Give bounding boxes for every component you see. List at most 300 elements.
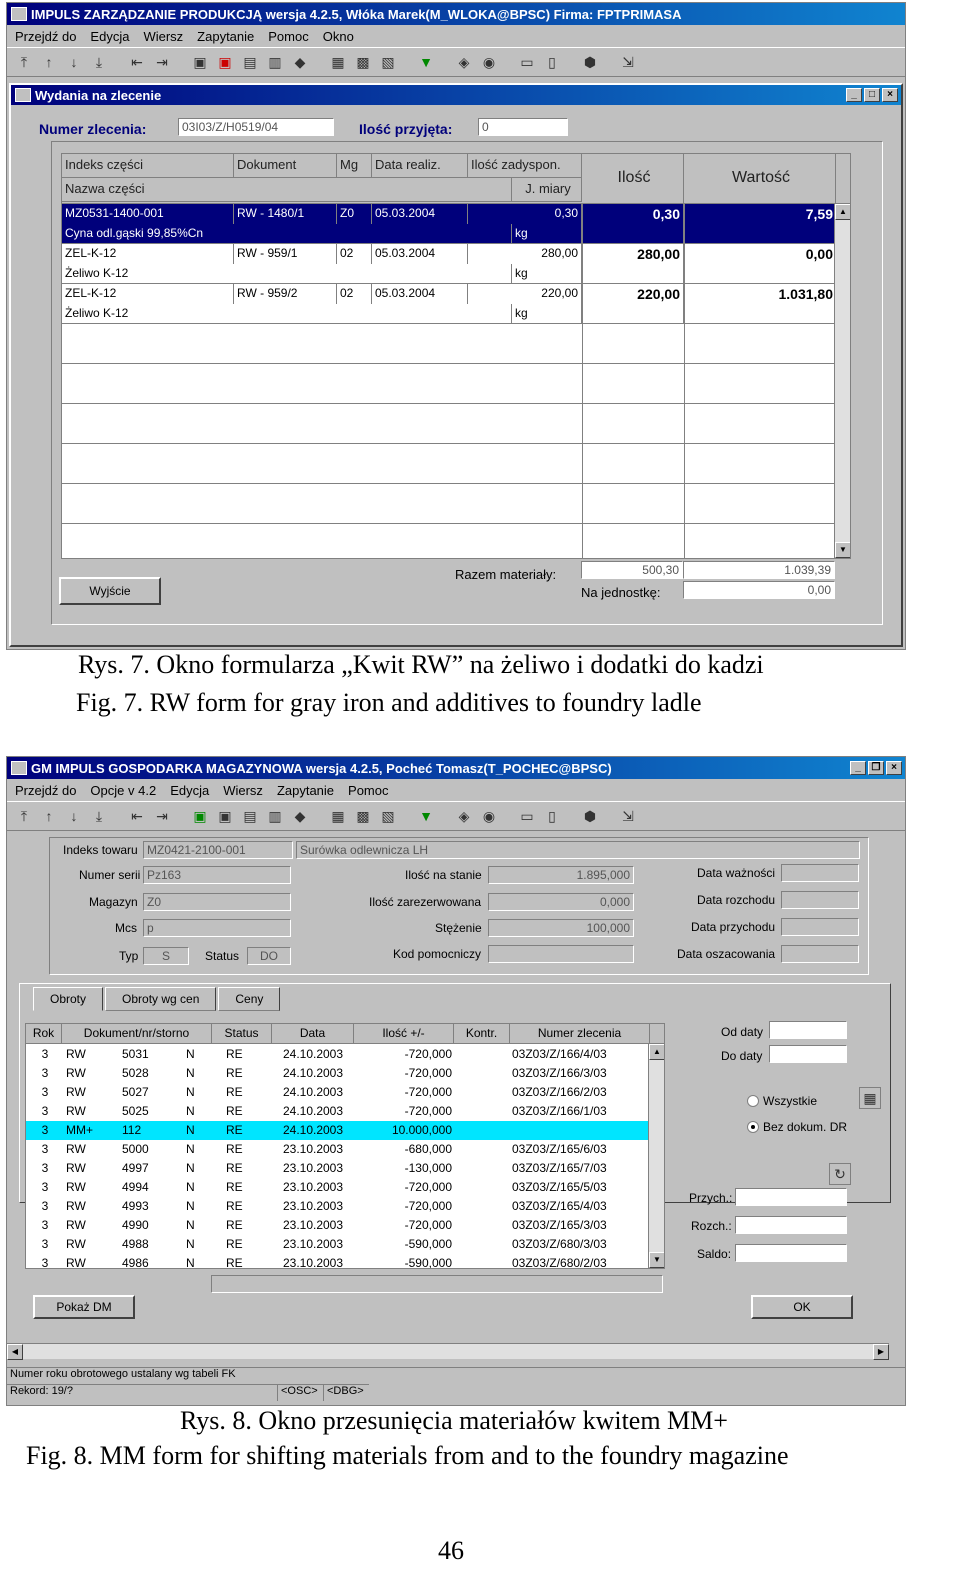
vertical-scrollbar[interactable] <box>834 204 850 558</box>
menu-help[interactable]: Pomoc <box>348 782 389 798</box>
cell-document: RW - 1480/1 <box>234 204 337 224</box>
table-row[interactable] <box>26 1178 650 1197</box>
cell-date: 24.10.2003 <box>282 1066 344 1080</box>
total-qty-field: 500,30 <box>581 561 683 579</box>
table-row[interactable] <box>26 1159 650 1178</box>
cell-doc-number: 5025 <box>122 1104 149 1118</box>
cell-unit: kg <box>512 304 582 324</box>
restore-icon[interactable]: ❐ <box>868 761 884 775</box>
empty-row[interactable] <box>62 364 836 404</box>
cell-doc-number: 4994 <box>122 1180 149 1194</box>
grid-header <box>26 1024 664 1044</box>
toolbar <box>7 801 905 831</box>
filter-icon[interactable]: ▼ <box>419 808 433 824</box>
header-unit: J. miary <box>512 178 582 202</box>
qty-received-field[interactable]: 0 <box>478 118 568 136</box>
print-icon[interactable]: ▯ <box>548 53 556 70</box>
count-icon[interactable]: ▧ <box>381 807 395 824</box>
cell-part-name: Cyna odl.gąski 99,85%Cn <box>62 224 512 244</box>
header-index: Indeks części <box>62 154 234 178</box>
cell-qty: -590,000 <box>404 1256 452 1269</box>
cell-status: RE <box>226 1237 243 1251</box>
undo-icon[interactable]: ◉ <box>482 53 496 70</box>
cell-status: RE <box>226 1066 243 1080</box>
vertical-scrollbar[interactable] <box>648 1044 664 1268</box>
settings-icon[interactable]: ⬢ <box>583 807 597 824</box>
cell-storno: N <box>186 1104 195 1118</box>
cell-status: RE <box>226 1161 243 1175</box>
reserved-field: 0,000 <box>488 893 634 911</box>
cell-storno: N <box>186 1256 195 1269</box>
cell-year: 3 <box>41 1199 49 1213</box>
cell-storno: N <box>186 1161 195 1175</box>
next-block-icon[interactable]: ⇥ <box>156 53 168 70</box>
cell-date: 05.03.2004 <box>372 244 468 264</box>
app-icon <box>11 7 27 21</box>
last-record-icon[interactable]: ⤓ <box>95 53 103 70</box>
per-unit-field: 0,00 <box>683 581 835 599</box>
cell-year: 3 <box>41 1085 49 1099</box>
table-row[interactable] <box>26 1254 650 1269</box>
app-title: GM IMPULS GOSPODARKA MAGAZYNOWA wersja 4.2.5, Pocheć Tomasz(T_POCHEC@BPSC) <box>31 760 612 776</box>
cell-index: ZEL-K-12 <box>62 284 234 304</box>
index-label: Indeks towaru <box>63 843 138 857</box>
cell-unit: kg <box>512 264 582 284</box>
cell-unit: kg <box>512 224 582 244</box>
to-date-field[interactable] <box>769 1045 847 1063</box>
cell-storno: N <box>186 1066 195 1080</box>
production-window <box>6 2 906 650</box>
cell-index: MZ0531-1400-001 <box>62 204 234 224</box>
cell-order-number: 03Z03/Z/165/4/03 <box>512 1199 607 1213</box>
status-label: Status <box>205 949 240 963</box>
cell-doc-type: RW <box>66 1142 86 1156</box>
cell-status: RE <box>226 1047 243 1061</box>
cell-status: RE <box>226 1142 243 1156</box>
cell-qty: -590,000 <box>404 1237 452 1251</box>
materials-grid <box>61 153 851 559</box>
radio-all[interactable] <box>747 1095 759 1107</box>
in-date-field[interactable] <box>781 918 859 936</box>
osc-indicator: <OSC> <box>277 1384 323 1401</box>
menu-edit[interactable]: Edycja <box>170 782 210 798</box>
serial-label: Numer serii <box>79 868 141 882</box>
cell-qty: 280,00 <box>582 244 684 284</box>
arrow-up-icon[interactable]: ↑ <box>45 808 53 824</box>
cell-storno: N <box>186 1237 195 1251</box>
table-row[interactable] <box>26 1197 650 1216</box>
cell-order-number: 03Z03/Z/680/3/03 <box>512 1237 607 1251</box>
clear-icon[interactable]: ◆ <box>294 807 306 824</box>
undo-icon[interactable]: ◉ <box>482 807 496 824</box>
valid-date-label: Data ważności <box>697 866 776 880</box>
cell-mg: 02 <box>337 244 372 264</box>
caption-fig7-english: Fig. 7. RW form for gray iron and additives to foundry ladle <box>76 688 702 717</box>
cell-doc-number: 4988 <box>122 1237 149 1251</box>
arrow-down-icon[interactable]: ↓ <box>70 808 78 824</box>
caption-fig7-polish: Rys. 7. Okno formularza „Kwit RW” na żeliwo i dodatki do kadzi <box>78 650 764 679</box>
grid-header <box>62 154 850 204</box>
cell-status: RE <box>226 1180 243 1194</box>
cell-qty: -130,000 <box>404 1161 452 1175</box>
radio-no-dr[interactable] <box>747 1121 759 1133</box>
print-icon[interactable]: ▯ <box>548 807 556 824</box>
cell-order-number <box>512 1121 648 1140</box>
ok-button[interactable]: OK <box>751 1295 853 1319</box>
tab-prices[interactable]: Ceny <box>218 987 280 1011</box>
cell-year: 3 <box>41 1066 49 1080</box>
delete-record-icon[interactable]: ▣ <box>218 807 232 824</box>
empty-row[interactable] <box>62 324 836 364</box>
cell-part-name: Żeliwo K-12 <box>62 304 512 324</box>
cell-document: RW - 959/1 <box>234 244 337 264</box>
cell-qty: 220,00 <box>582 284 684 324</box>
cell-year: 3 <box>41 1256 49 1269</box>
cell-doc-type: RW <box>66 1085 86 1099</box>
est-date-field[interactable] <box>781 945 859 963</box>
cell-doc-number: 5000 <box>122 1142 149 1156</box>
table-row[interactable] <box>62 204 836 244</box>
execute-query-icon[interactable]: ▩ <box>356 807 370 824</box>
save-icon[interactable]: ◈ <box>458 53 470 70</box>
mm-form <box>7 833 905 1343</box>
total-materials-label: Razem materiały: <box>455 567 557 582</box>
empty-row[interactable] <box>62 484 836 524</box>
cell-doc-type: RW <box>66 1104 86 1118</box>
cell-date: 24.10.2003 <box>282 1047 344 1061</box>
prev-block-icon[interactable]: ⇤ <box>131 53 143 70</box>
table-row[interactable] <box>26 1216 650 1235</box>
cell-date: 23.10.2003 <box>282 1142 344 1156</box>
first-record-icon[interactable]: ⤒ <box>20 807 28 824</box>
cell-qty: -720,000 <box>404 1218 452 1232</box>
minimize-icon[interactable]: _ <box>850 761 866 775</box>
cell-qty: -720,000 <box>404 1047 452 1061</box>
total-value-field: 1.039,39 <box>683 561 835 579</box>
cell-status: RE <box>226 1085 243 1099</box>
insert-record-icon[interactable]: ▣ <box>193 53 207 70</box>
qty-received-label: Ilość przyjęta: <box>359 121 453 137</box>
status-field[interactable]: DO <box>247 947 291 965</box>
to-date-label: Do daty <box>721 1049 763 1063</box>
delete-record-icon[interactable]: ▣ <box>218 53 232 70</box>
scroll-up-icon[interactable]: ▲ <box>835 204 851 220</box>
first-record-icon[interactable]: ⤒ <box>20 53 28 70</box>
cell-status: RE <box>226 1256 243 1269</box>
cell-qty: -720,000 <box>404 1180 452 1194</box>
print-preview-icon[interactable]: ▭ <box>520 53 534 70</box>
cell-date: 05.03.2004 <box>372 204 468 224</box>
cell-storno: N <box>186 1085 195 1099</box>
header-status: Status <box>212 1024 272 1044</box>
tab-turnover-by-price[interactable]: Obroty wg cen <box>105 987 216 1011</box>
app-title: IMPULS ZARZĄDZANIE PRODUKCJĄ wersja 4.2.5, Włóka Marek(M_WLOKA@BPSC) Firma: FPTPRIMASA <box>31 6 682 22</box>
status-line: Numer roku obrotowego ustalany wg tabeli FK <box>7 1367 905 1384</box>
cell-doc-number: 4993 <box>122 1199 149 1213</box>
clear-icon[interactable]: ◆ <box>294 53 306 70</box>
table-row[interactable] <box>26 1102 650 1121</box>
empty-row[interactable] <box>62 524 836 559</box>
menu-goto[interactable]: Przejdź do <box>15 782 77 798</box>
cell-date: 24.10.2003 <box>282 1085 344 1099</box>
scroll-right-icon[interactable]: ▶ <box>873 1344 889 1360</box>
dbg-indicator: <DBG> <box>323 1384 369 1401</box>
header-mg: Mg <box>337 154 372 178</box>
menu-row[interactable]: Wiersz <box>143 28 184 44</box>
header-date: Data <box>272 1024 354 1044</box>
concentration-label: Stężenie <box>435 921 482 935</box>
cell-order-number: 03Z03/Z/166/4/03 <box>512 1047 607 1061</box>
arrow-up-icon[interactable]: ↑ <box>45 54 53 70</box>
cell-doc-number: 5031 <box>122 1047 149 1061</box>
out-date-label: Data rozchodu <box>697 893 776 907</box>
cell-value: 1.031,80 <box>778 286 833 302</box>
caption-fig8-english: Fig. 8. MM form for shifting materials from and to the foundry magazine <box>26 1441 789 1470</box>
query-icon[interactable]: ▦ <box>331 53 345 70</box>
outgo-sum-label: Rozch.: <box>691 1219 732 1233</box>
header-contractor: Kontr. <box>454 1024 510 1044</box>
cell-storno: N <box>186 1199 195 1213</box>
serial-field[interactable]: Pz163 <box>143 866 291 884</box>
menu-goto[interactable]: Przejdź do <box>15 28 77 44</box>
insert-record-icon[interactable]: ▣ <box>193 807 207 824</box>
cell-date: 23.10.2003 <box>282 1218 344 1232</box>
table-row[interactable] <box>26 1064 650 1083</box>
cell-qty-disp: 0,30 <box>468 204 582 224</box>
order-label: Numer zlecenia: <box>39 121 147 137</box>
cell-doc-type: RW <box>66 1256 86 1269</box>
print-preview-icon[interactable]: ▭ <box>520 807 534 824</box>
cell-qty: -720,000 <box>404 1199 452 1213</box>
cell-qty: 10.000,000 <box>391 1123 452 1137</box>
cell-date: 23.10.2003 <box>282 1180 344 1194</box>
cell-order-number: 03Z03/Z/166/1/03 <box>512 1104 607 1118</box>
form-icon <box>15 88 31 102</box>
cell-qty: -720,000 <box>404 1085 452 1099</box>
table-row[interactable] <box>26 1140 650 1159</box>
menu-bar <box>7 25 905 47</box>
est-date-label: Data oszacowania <box>677 947 776 961</box>
cell-year: 3 <box>41 1047 49 1061</box>
copy-record-icon[interactable]: ▤ <box>243 807 257 824</box>
header-value: Wartość <box>684 154 836 204</box>
cell-doc-type: RW <box>66 1199 86 1213</box>
close-icon[interactable]: × <box>886 761 902 775</box>
prev-block-icon[interactable]: ⇤ <box>131 807 143 824</box>
aux-code-field[interactable] <box>488 945 634 963</box>
empty-row[interactable] <box>62 444 836 484</box>
filter-icon[interactable]: ▼ <box>419 54 433 70</box>
cell-year: 3 <box>41 1218 49 1232</box>
turnover-grid <box>25 1023 665 1269</box>
cell-qty-disp: 220,00 <box>468 284 582 304</box>
cell-doc-number: 5027 <box>122 1085 149 1099</box>
issue-form-window <box>9 83 903 647</box>
out-date-field[interactable] <box>781 891 859 909</box>
header-qty-disp: Ilość zadyspon. <box>468 154 582 178</box>
valid-date-field[interactable] <box>781 864 859 882</box>
cell-year: 3 <box>41 1104 49 1118</box>
cell-doc-type: RW <box>66 1047 86 1061</box>
header-part-name: Nazwa części <box>62 178 512 202</box>
scroll-down-icon[interactable]: ▼ <box>835 542 851 558</box>
menu-row[interactable]: Wiersz <box>223 782 263 798</box>
table-row[interactable] <box>26 1121 650 1140</box>
refresh-icon[interactable]: ↻ <box>829 1163 851 1185</box>
caption-fig8-polish: Rys. 8. Okno przesunięcia materiałów kwitem MM+ <box>180 1406 728 1435</box>
cell-doc-type: RW <box>66 1180 86 1194</box>
cell-doc-number: 5028 <box>122 1066 149 1080</box>
form-title: Wydania na zlecenie <box>35 87 162 103</box>
index-field[interactable]: MZ0421-2100-001 <box>143 841 293 859</box>
table-row[interactable] <box>62 244 836 284</box>
menu-query[interactable]: Zapytanie <box>276 782 335 798</box>
table-row[interactable] <box>26 1235 650 1254</box>
header-year: Rok <box>26 1024 62 1044</box>
menu-window[interactable]: Okno <box>322 28 354 44</box>
cell-order-number: 03Z03/Z/166/3/03 <box>512 1066 607 1080</box>
scroll-up-icon[interactable]: ▲ <box>649 1044 665 1060</box>
scroll-left-icon[interactable]: ◀ <box>7 1344 23 1360</box>
cell-storno: N <box>186 1123 195 1137</box>
cell-storno: N <box>186 1218 195 1232</box>
from-date-label: Od daty <box>721 1025 764 1039</box>
duplicate-icon[interactable]: ▥ <box>268 807 282 824</box>
cell-doc-type: MM+ <box>66 1123 93 1137</box>
menu-query[interactable]: Zapytanie <box>197 28 255 44</box>
cell-year: 3 <box>41 1180 49 1194</box>
cell-storno: N <box>186 1180 195 1194</box>
copy-record-icon[interactable]: ▤ <box>243 53 257 70</box>
last-record-icon[interactable]: ⤓ <box>95 807 103 824</box>
maximize-icon[interactable]: □ <box>864 88 880 102</box>
header-qty: Ilość +/- <box>354 1024 454 1044</box>
close-icon[interactable]: × <box>882 88 898 102</box>
app-icon <box>11 761 27 775</box>
mcs-field[interactable]: p <box>143 919 291 937</box>
stock-field: 1.895,000 <box>488 866 634 884</box>
menu-edit[interactable]: Edycja <box>90 28 130 44</box>
cell-date: 24.10.2003 <box>282 1104 344 1118</box>
cell-qty: 0,30 <box>582 204 684 244</box>
horizontal-scrollbar[interactable] <box>7 1343 889 1359</box>
header-document: Dokument <box>234 154 337 178</box>
cell-doc-number: 4990 <box>122 1218 149 1232</box>
cell-qty: -680,000 <box>404 1142 452 1156</box>
minimize-icon[interactable]: _ <box>846 88 862 102</box>
cell-index: ZEL-K-12 <box>62 244 234 264</box>
arrow-down-icon[interactable]: ↓ <box>70 54 78 70</box>
cell-doc-number: 4986 <box>122 1256 149 1269</box>
warehouse-window <box>6 756 906 1406</box>
scroll-down-icon[interactable]: ▼ <box>649 1252 665 1268</box>
app-titlebar <box>7 757 905 779</box>
stock-label: Ilość na stanie <box>405 868 482 882</box>
tab-bar <box>33 987 282 1011</box>
cell-mg: Z0 <box>337 204 372 224</box>
cell-year: 3 <box>41 1123 49 1137</box>
cell-doc-type: RW <box>66 1161 86 1175</box>
menu-help[interactable]: Pomoc <box>268 28 309 44</box>
exit-icon[interactable]: ⇲ <box>622 53 634 70</box>
store-field[interactable]: Z0 <box>143 893 291 911</box>
duplicate-icon[interactable]: ▥ <box>268 53 282 70</box>
order-number-field[interactable]: 03I03/Z/H0519/04 <box>178 118 334 136</box>
execute-query-icon[interactable]: ▩ <box>356 53 370 70</box>
query-icon[interactable]: ▦ <box>331 807 345 824</box>
cell-qty: -720,000 <box>404 1066 452 1080</box>
per-unit-label: Na jednostkę: <box>581 585 661 600</box>
cell-date: 23.10.2003 <box>282 1199 344 1213</box>
menu-options[interactable]: Opcje v 4.2 <box>90 782 157 798</box>
cell-order-number: 03Z03/Z/165/7/03 <box>512 1161 607 1175</box>
cell-status: RE <box>226 1104 243 1118</box>
cell-doc-number: 112 <box>122 1123 142 1137</box>
cell-order-number: 03Z03/Z/165/6/03 <box>512 1142 607 1156</box>
cell-order-number: 03Z03/Z/165/5/03 <box>512 1180 607 1194</box>
cell-order-number: 03Z03/Z/680/2/03 <box>512 1256 607 1269</box>
exit-button[interactable]: Wyjście <box>59 577 161 605</box>
cell-date: 24.10.2003 <box>282 1123 344 1137</box>
cell-doc-type: RW <box>66 1218 86 1232</box>
cell-doc-number: 4997 <box>122 1161 149 1175</box>
cell-qty-disp: 280,00 <box>468 244 582 264</box>
tab-turnover[interactable]: Obroty <box>33 987 103 1011</box>
income-sum-field <box>735 1188 847 1206</box>
next-block-icon[interactable]: ⇥ <box>156 807 168 824</box>
header-document: Dokument/nr/storno <box>62 1024 212 1044</box>
cell-year: 3 <box>41 1237 49 1251</box>
calculator-icon[interactable]: ▦ <box>859 1087 881 1109</box>
type-field[interactable]: S <box>143 947 189 965</box>
page-number: 46 <box>438 1536 464 1565</box>
radio-no-dr-label: Bez dokum. DR <box>763 1120 848 1134</box>
cell-doc-type: RW <box>66 1237 86 1251</box>
count-icon[interactable]: ▧ <box>381 53 395 70</box>
cell-date: 23.10.2003 <box>282 1256 344 1269</box>
radio-all-label: Wszystkie <box>763 1094 817 1108</box>
header-date: Data realiz. <box>372 154 468 178</box>
cell-year: 3 <box>41 1161 49 1175</box>
index-name-field: Surówka odlewnicza LH <box>296 841 860 859</box>
outgo-sum-field <box>735 1216 847 1234</box>
table-row[interactable] <box>26 1083 650 1102</box>
info-field <box>211 1275 663 1293</box>
cell-status: RE <box>226 1218 243 1232</box>
save-icon[interactable]: ◈ <box>458 807 470 824</box>
type-label: Typ <box>119 949 139 963</box>
cell-date: 05.03.2004 <box>372 284 468 304</box>
cell-doc-type: RW <box>66 1066 86 1080</box>
header-qty: Ilość <box>582 154 684 204</box>
table-row[interactable] <box>26 1045 650 1064</box>
cell-qty: -720,000 <box>404 1104 452 1118</box>
settings-icon[interactable]: ⬢ <box>583 53 597 70</box>
cell-value: 7,59 <box>805 206 833 222</box>
show-dm-button[interactable]: Pokaż DM <box>33 1295 135 1319</box>
menu-bar <box>7 779 905 801</box>
empty-row[interactable] <box>62 404 836 444</box>
toolbar <box>7 47 905 77</box>
mcs-label: Mcs <box>115 921 137 935</box>
exit-icon[interactable]: ⇲ <box>622 807 634 824</box>
from-date-field[interactable] <box>769 1021 847 1039</box>
cell-storno: N <box>186 1047 195 1061</box>
cell-value: 0,00 <box>805 246 833 262</box>
cell-document: RW - 959/2 <box>234 284 337 304</box>
cell-mg: 02 <box>337 284 372 304</box>
table-row[interactable] <box>62 284 836 324</box>
